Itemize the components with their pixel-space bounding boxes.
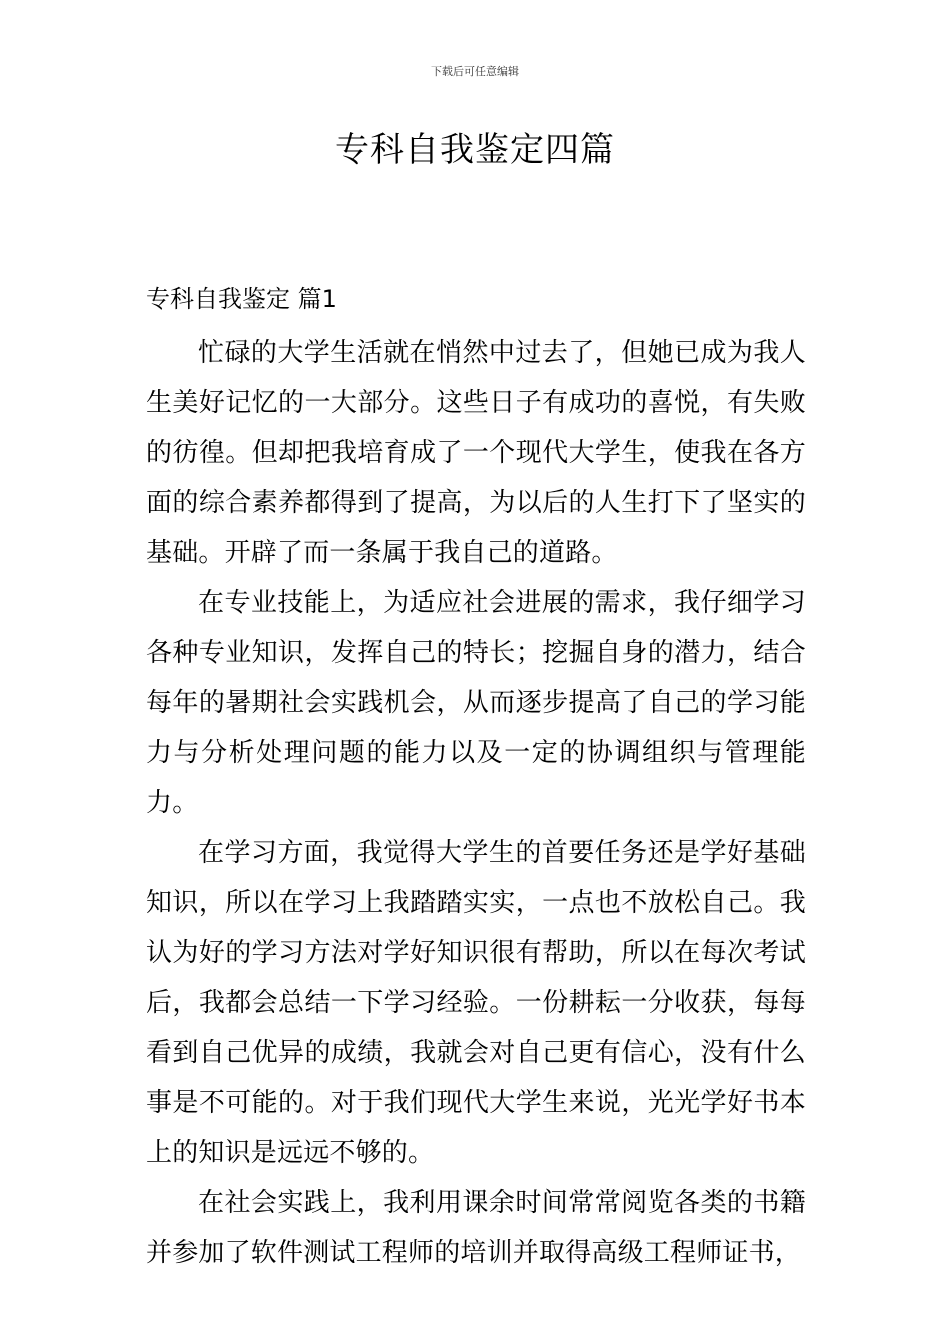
section-heading: 专科自我鉴定 篇1 — [146, 285, 337, 313]
paragraph-2: 在专业技能上，为适应社会进展的需求，我仔细学习各种专业知识，发挥自己的特长；挖掘自身的潜力，结合每年的暑期社会实践机会，从而逐步提高了自己的学习能力与分析处理问题的能力以及一定的协调组织与管理能力。 — [146, 588, 806, 818]
body-text — [146, 328, 806, 1278]
paragraph-3: 在学习方面，我觉得大学生的首要任务还是学好基础知识，所以在学习上我踏踏实实，一点也不放松自己。我认为好的学习方法对学好知识很有帮助，所以在每次考试后，我都会总结一下学习经验。一份耕耘一分收获，每每看到自己优异的成绩，我就会对自己更有信心，没有什么事是不可能的。对于我们现代大学生来说，光光学好书本上的知识是远远不够的。 — [146, 838, 806, 1168]
paragraph-4: 在社会实践上，我利用课余时间常常阅览各类的书籍并参加了软件测试工程师的培训并取得高级工程师证书， — [146, 1188, 806, 1268]
paragraph-1: 忙碌的大学生活就在悄然中过去了，但她已成为我人生美好记忆的一大部分。这些日子有成功的喜悦，有失败的彷徨。但却把我培育成了一个现代大学生，使我在各方面的综合素养都得到了提高，为以后的人生打下了坚实的基础。开辟了而一条属于我自己的道路。 — [146, 338, 806, 568]
document-title: 专科自我鉴定四篇 — [335, 130, 615, 170]
header-note: 下载后可任意编辑 — [431, 65, 519, 78]
